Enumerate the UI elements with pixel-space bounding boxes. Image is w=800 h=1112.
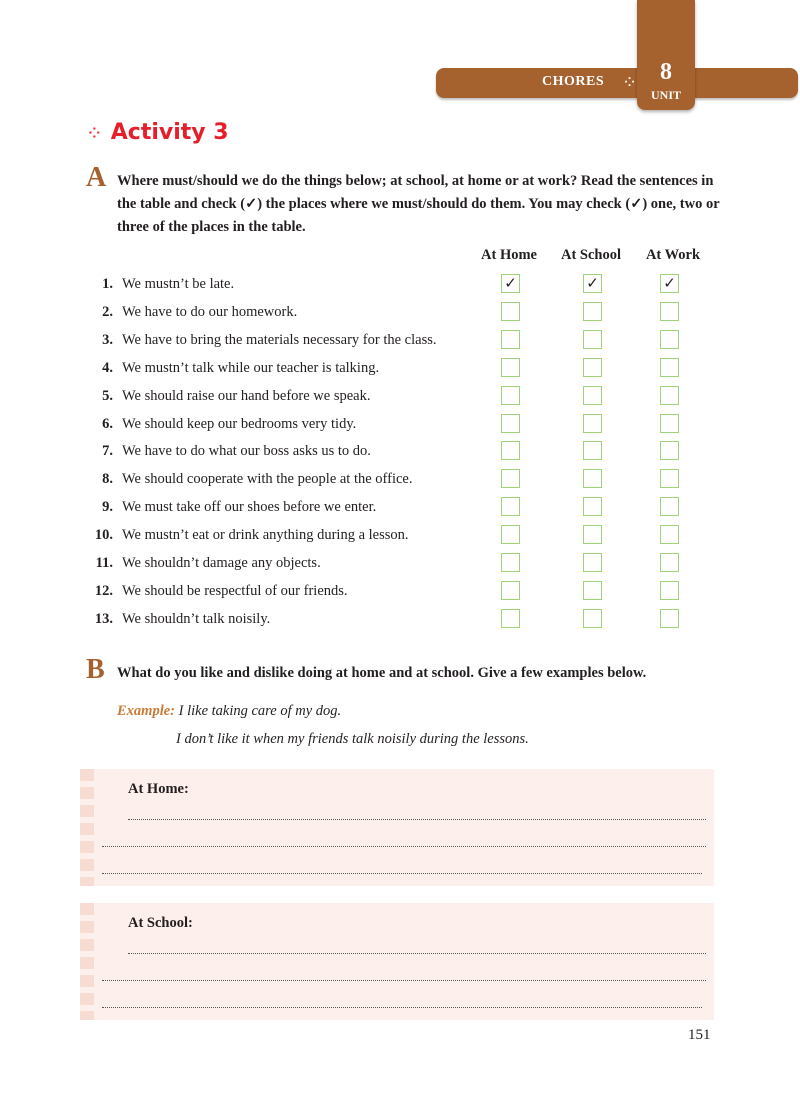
checkbox-home[interactable]: ✓ [501,274,520,293]
chapter-title: CHORES [542,74,605,89]
section-a-instruction: Where must/should we do the things below; at school, at home or at work? Read the sentences in the table and check (✓) the places where we must/should do them. You may check (✓) one, two or three of the places in the table. [117,173,720,235]
checkbox-work[interactable] [660,525,679,544]
checkbox-home[interactable] [501,358,520,377]
checkbox-school[interactable]: ✓ [583,274,602,293]
checkbox-home[interactable] [501,581,520,600]
row-number: 12. [94,582,113,599]
checkbox-school[interactable] [583,525,602,544]
page-number: 151 [688,1027,711,1043]
row-number: 2. [102,303,113,320]
unit-number: 8 [660,59,672,85]
checkbox-work[interactable] [660,497,679,516]
section-a-letter: A [86,162,107,193]
checkbox-home[interactable] [501,441,520,460]
row-number: 3. [102,331,113,348]
checkbox-work[interactable]: ✓ [660,274,679,293]
row-sentence: We mustn’t be late. [122,276,235,292]
checkbox-home[interactable] [501,414,520,433]
checkbox-home[interactable] [501,330,520,349]
checkbox-school[interactable] [583,330,602,349]
panel-edge [80,769,94,886]
school-writing-line[interactable] [128,953,706,954]
checkbox-school[interactable] [583,358,602,377]
row-sentence: We should cooperate with the people at the office. [122,471,413,488]
column-header-school: At School [560,247,622,263]
checkbox-home[interactable] [501,469,520,488]
school-writing-panel [80,903,714,1020]
checkbox-work[interactable] [660,358,679,377]
example-line-1 [117,703,341,720]
table-row [80,358,720,382]
school-writing-line[interactable] [102,980,706,981]
checkbox-work[interactable] [660,330,679,349]
checkbox-work[interactable] [660,609,679,628]
chapter-banner [436,68,798,98]
row-sentence: We mustn’t talk while our teacher is talking. [122,359,380,376]
row-number: 4. [102,359,113,376]
checkbox-school[interactable] [583,414,602,433]
home-writing-panel [80,769,714,886]
table-row [80,441,720,465]
checkbox-work[interactable] [660,469,679,488]
checkbox-work[interactable] [660,302,679,321]
section-b-instruction: What do you like and dislike doing at home and at school. Give a few examples below. [117,665,647,681]
table-row [80,497,720,521]
row-number: 13. [94,610,113,627]
example-label: Example: [117,703,175,719]
row-sentence: We have to do what our boss asks us to do. [122,443,371,460]
row-sentence: We shouldn’t talk noisily. [122,610,271,627]
home-writing-line[interactable] [102,873,702,874]
checkbox-home[interactable] [501,386,520,405]
example-text-2: I don’t like it when my friends talk noisily during the lessons. [176,731,529,747]
activity-heading [86,120,229,145]
table-row [80,386,720,410]
row-sentence: We should be respectful of our friends. [122,582,348,599]
table-row [80,469,720,493]
checkbox-school[interactable] [583,609,602,628]
row-sentence: We should keep our bedrooms very tidy. [122,415,357,432]
unit-tab [637,0,695,110]
row-sentence: We should raise our hand before we speak. [122,387,371,404]
row-number: 7. [102,443,113,460]
checkbox-work[interactable] [660,414,679,433]
checkbox-home[interactable] [501,553,520,572]
row-sentence: We have to do our homework. [122,303,298,320]
table-row [80,525,720,549]
panel-edge [80,903,94,1020]
column-header-work: At Work [645,247,701,263]
checkbox-school[interactable] [583,553,602,572]
checkbox-school[interactable] [583,441,602,460]
row-number: 10. [94,527,113,544]
checkbox-home[interactable] [501,497,520,516]
checkbox-work[interactable] [660,553,679,572]
row-sentence: We must take off our shoes before we enter. [122,499,377,516]
table-row [80,330,720,354]
section-b-letter: B [86,654,105,685]
table-row [80,414,720,438]
checkbox-home[interactable] [501,525,520,544]
row-sentence: We shouldn’t damage any objects. [122,555,321,571]
row-number: 1. [102,276,113,292]
checkbox-work[interactable] [660,581,679,600]
checkbox-work[interactable] [660,441,679,460]
school-writing-line[interactable] [102,1007,702,1008]
home-writing-line[interactable] [128,819,706,820]
row-number: 11. [95,555,113,571]
unit-label: UNIT [650,88,681,102]
table-row [80,274,720,298]
checkbox-work[interactable] [660,386,679,405]
activity-title: Activity 3 [110,120,229,145]
checkbox-school[interactable] [583,497,602,516]
row-number: 5. [102,387,113,404]
column-header-home: At Home [481,247,537,263]
school-panel-label: At School: [128,915,193,931]
row-sentence: We have to bring the materials necessary for the class. [122,331,437,348]
example-text-1: I like taking care of my dog. [178,703,342,719]
checkbox-school[interactable] [583,386,602,405]
table-row [80,581,720,605]
checkbox-school[interactable] [583,581,602,600]
row-number: 6. [102,415,113,432]
dots-chevron-icon: ⁘ [622,72,638,93]
home-panel-label: At Home: [128,781,189,797]
checkbox-school[interactable] [583,469,602,488]
dots-chevron-icon: ⁘ [86,120,103,145]
checkbox-home[interactable] [501,302,520,321]
table-row [80,553,720,577]
table-row [80,302,720,326]
checkbox-home[interactable] [501,609,520,628]
home-writing-line[interactable] [102,846,706,847]
table-row [80,609,720,633]
row-sentence: We mustn’t eat or drink anything during a lesson. [122,527,409,544]
row-number: 8. [102,471,113,488]
row-number: 9. [102,499,113,516]
checkbox-school[interactable] [583,302,602,321]
